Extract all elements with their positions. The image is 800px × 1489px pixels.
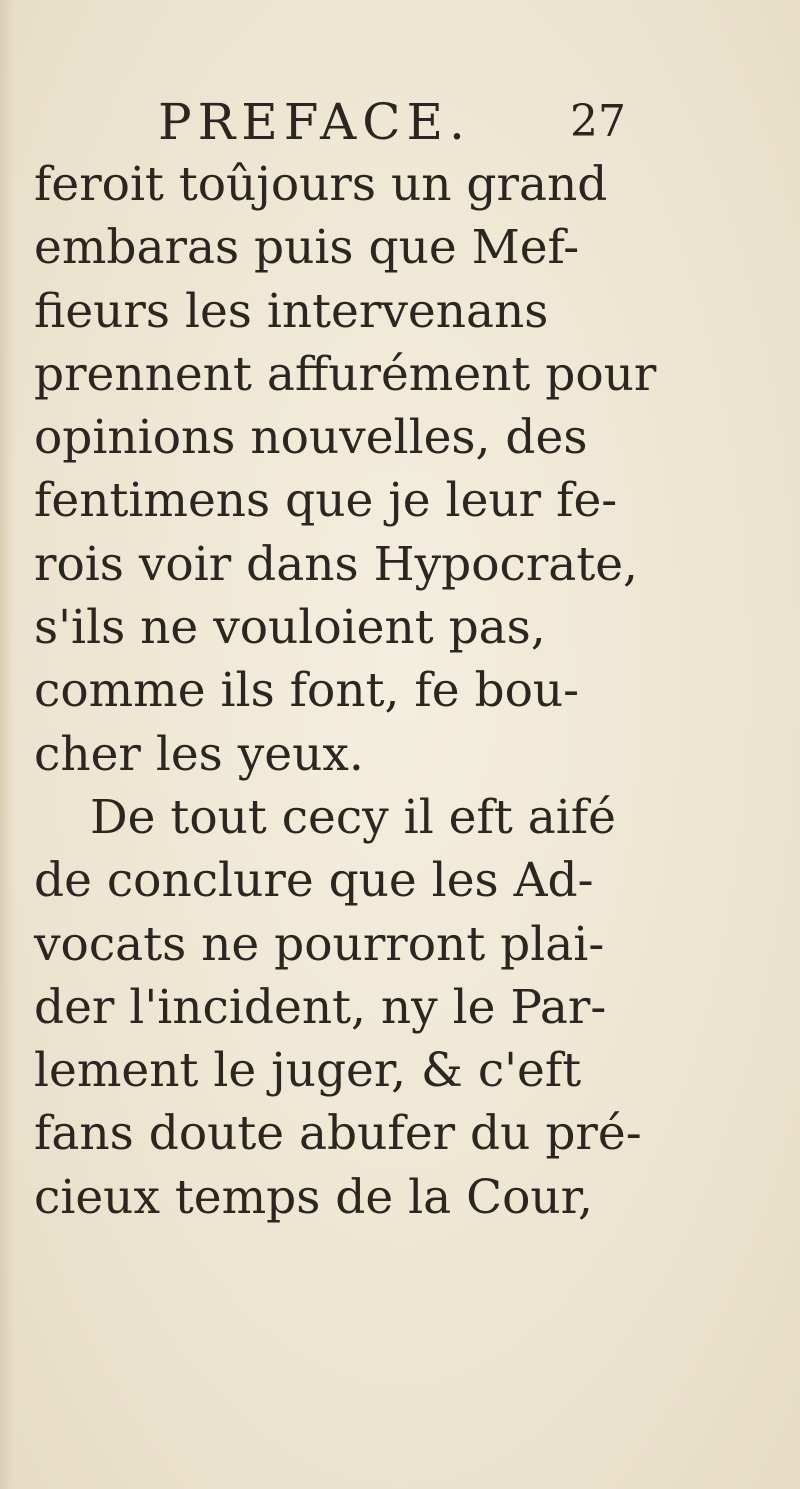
page-header bbox=[0, 92, 800, 152]
text-line: lement le juger, & c'eft bbox=[34, 1043, 582, 1099]
text-line: fentimens que je leur fe- bbox=[34, 473, 618, 529]
text-line: opinions nouvelles, des bbox=[34, 410, 588, 466]
page-gutter-shadow bbox=[0, 0, 14, 1489]
paragraph-start-line: De tout cecy il eft aifé bbox=[90, 789, 616, 845]
text-line: comme ils font, fe bou- bbox=[34, 663, 580, 719]
text-line: de conclure que les Ad- bbox=[34, 853, 594, 909]
text-line: embaras puis que Mef- bbox=[34, 220, 580, 276]
text-line: vocats ne pourront plai- bbox=[34, 916, 605, 972]
body-text bbox=[34, 153, 657, 1229]
running-title: PREFACE. bbox=[158, 93, 471, 151]
text-line: cher les yeux. bbox=[34, 726, 364, 782]
text-line: rois voir dans Hypocrate, bbox=[34, 536, 638, 592]
text-line: fieurs les intervenans bbox=[34, 283, 549, 339]
text-line: der l'incident, ny le Par- bbox=[34, 979, 607, 1035]
page-number: 27 bbox=[570, 96, 626, 147]
text-line: prennent affurément pour bbox=[34, 346, 657, 402]
text-line: fans doute abufer du pré- bbox=[34, 1106, 642, 1162]
text-line: feroit toûjours un grand bbox=[34, 157, 608, 212]
text-line: cieux temps de la Cour, bbox=[34, 1169, 593, 1225]
text-line: s'ils ne vouloient pas, bbox=[34, 600, 546, 656]
